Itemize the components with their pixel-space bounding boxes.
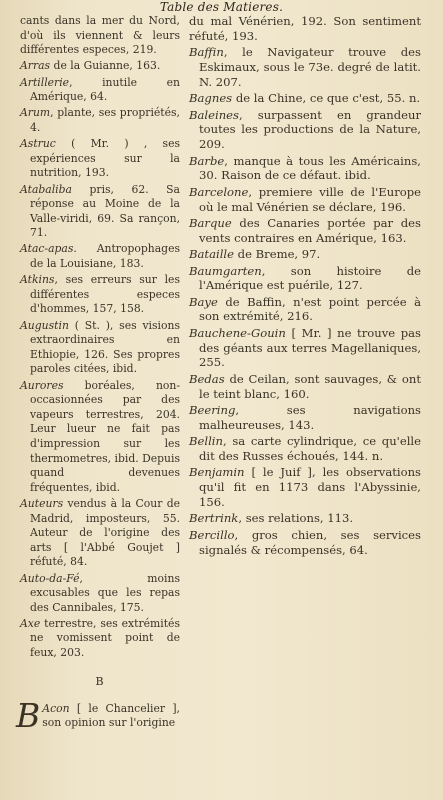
index-entry [189, 45, 421, 89]
index-headword: Auto-da-Fé [20, 571, 80, 585]
index-entry-text: boréales, non-occasionnées par des vapeurs terrestres, 204. Leur lueur ne fait pas d'impression sur les thermometres, ibid. Depuis quand devenues fréquentes, ibid. [30, 378, 181, 494]
index-entry-text: , son histoire de l'Amérique est puérile, 127. [199, 263, 421, 293]
page-header: Table des Matieres. [159, 0, 284, 14]
index-entry [20, 59, 180, 74]
index-entry-text: terrestre, ses extrémités ne vomissent point de feux, 203. [30, 616, 180, 660]
index-entry [189, 14, 421, 44]
index-entry-text: , ses erreurs sur les différentes especes d'hommes, 157, 158. [30, 273, 180, 316]
index-entry [189, 108, 421, 152]
index-entry-text: de la Guianne, 163. [50, 59, 161, 73]
index-entry [189, 264, 421, 294]
index-headword: Arum [20, 106, 51, 120]
index-entry-text: de Baffin, n'est point percée à son extrémité, 216. [199, 294, 421, 324]
index-entry [20, 572, 180, 616]
index-column-right [189, 14, 421, 800]
index-entry [20, 379, 180, 496]
index-entry [189, 91, 421, 106]
index-headword: Barbe [189, 153, 225, 168]
index-headword: Artillerie [20, 75, 70, 89]
index-entry-text: du mal Vénérien, 192. Son sentiment réfuté, 193. [189, 14, 421, 43]
index-headword: Bercillo [189, 527, 235, 542]
index-entry [20, 76, 180, 105]
index-entry-text: . Antropophages de la Louisiane, 183. [30, 242, 180, 271]
index-entry-text: , gros chien, ses services signalés & récompensés, 64. [199, 527, 421, 557]
index-headword: Bellin [189, 434, 223, 449]
index-entry-text: , inutile en Amérique, 64. [30, 75, 180, 104]
index-entry [189, 372, 421, 402]
index-entry-text: , surpassent en grandeur toutes les productions de la Nature, 209. [199, 107, 421, 152]
index-entry-text: , ses relations, 113. [238, 511, 354, 526]
index-entry-text: des Canaries portée par des vents contraires en Amérique, 163. [199, 215, 421, 245]
index-headword: Astruc [20, 137, 56, 151]
index-headword: Baumgarten [189, 263, 262, 278]
index-headword: Aurores [20, 378, 64, 392]
index-headword: Barque [189, 215, 232, 230]
index-entry-text: , manque à tous les Américains, 30. Raison de ce défaut. ibid. [199, 153, 421, 183]
index-entry-text: , moins excusables que les repas des Cannibales, 175. [30, 571, 180, 614]
index-entry [189, 434, 421, 464]
index-entry-text: [ le Juif ], les observations qu'il fit en 1173 dans l'Abyssinie, 156. [199, 465, 421, 510]
drop-cap: B [16, 695, 41, 735]
index-entry [20, 14, 180, 58]
index-entry [189, 247, 421, 262]
index-headword: Baleines [189, 107, 239, 122]
index-entry-text: ( Mr. ) , ses expériences sur la nutrition, 193. [30, 137, 180, 180]
index-headword: Axe [20, 616, 41, 630]
index-headword: Barcelone [189, 184, 249, 199]
index-entry-text: ( St. ), ses visions extraordinaires en Ethiopie, 126. Ses propres paroles citées, ibid. [30, 318, 180, 376]
index-headword: Atac-apas [20, 242, 74, 256]
index-entry [189, 511, 421, 526]
index-entry [20, 242, 180, 271]
index-entry-text: [ Mr. ] ne trouve pas des géants aux terres Magellaniques, 255. [199, 325, 421, 370]
index-entry-text: de la Chine, ce que c'est, 55. n. [232, 91, 421, 106]
index-entry [20, 273, 180, 317]
index-headword: Acon [42, 701, 70, 715]
index-headword: Atkins [20, 273, 55, 287]
index-entry [20, 497, 180, 570]
index-headword: Bertrink [189, 511, 239, 526]
index-headword: Bataille [189, 247, 234, 262]
index-headword: Bagnes [189, 91, 233, 106]
index-entry-text: pris, 62. Sa réponse au Moine de la Valle-viridi, 69. Sa rançon, 71. [30, 182, 180, 240]
index-entry [20, 106, 180, 135]
index-entry [20, 137, 180, 181]
index-entry-text: , premiere ville de l'Europe où le mal Vénérien se déclare, 196. [199, 184, 421, 214]
section-letter: B [95, 674, 105, 688]
index-entry-text: de Ceilan, sont sauvages, & ont le teint blanc, 160. [199, 371, 421, 401]
index-headword: Beering [189, 403, 236, 418]
index-entry-text: , ses navigations malheureuses, 143. [199, 403, 421, 432]
index-entry [189, 403, 421, 433]
index-headword: Baffin [189, 45, 224, 60]
index-headword: Arras [20, 59, 51, 73]
index-entry-text: , sa carte cylindrique, ce qu'elle dit des Russes échoués, 144. n. [199, 434, 421, 464]
index-headword: Augustin [20, 318, 69, 332]
index-headword: Baye [189, 294, 218, 309]
index-entry [189, 326, 421, 370]
index-entry-text: cants dans la mer du Nord, d'où ils viennent & leurs différentes especes, 219. [20, 14, 180, 57]
index-entry [189, 185, 421, 215]
index-entry [20, 183, 180, 241]
index-entry-text: , plante, ses propriétés, 4. [30, 106, 180, 134]
index-entry-text: , le Navigateur trouve des Eskimaux, sous le 73e. degré de latit. N. 207. [199, 45, 421, 89]
index-column-left [16, 14, 181, 800]
index-entry [20, 319, 180, 377]
index-entry [16, 695, 180, 735]
index-entry [189, 295, 421, 325]
index-headword: Benjamin [189, 465, 245, 480]
index-entry-text: [ le Chancelier ], son opinion sur l'origine [42, 701, 180, 730]
index-headword: Auteurs [20, 496, 64, 510]
index-entry [189, 465, 421, 509]
index-headword: Bauchene-Gouin [189, 325, 286, 340]
index-headword: Atabaliba [20, 182, 72, 196]
index-entry-text: de Breme, 97. [234, 247, 321, 262]
index-headword: Bedas [189, 371, 225, 386]
index-entry-text: vendus à la Cour de Madrid, imposteurs, 55. Auteur de l'origine des arts [ l'Abbé Goujet ] réfuté, 84. [30, 496, 180, 569]
index-entry [189, 216, 421, 246]
index-entry [189, 528, 421, 558]
index-entry [20, 617, 180, 661]
index-entry [189, 154, 421, 184]
